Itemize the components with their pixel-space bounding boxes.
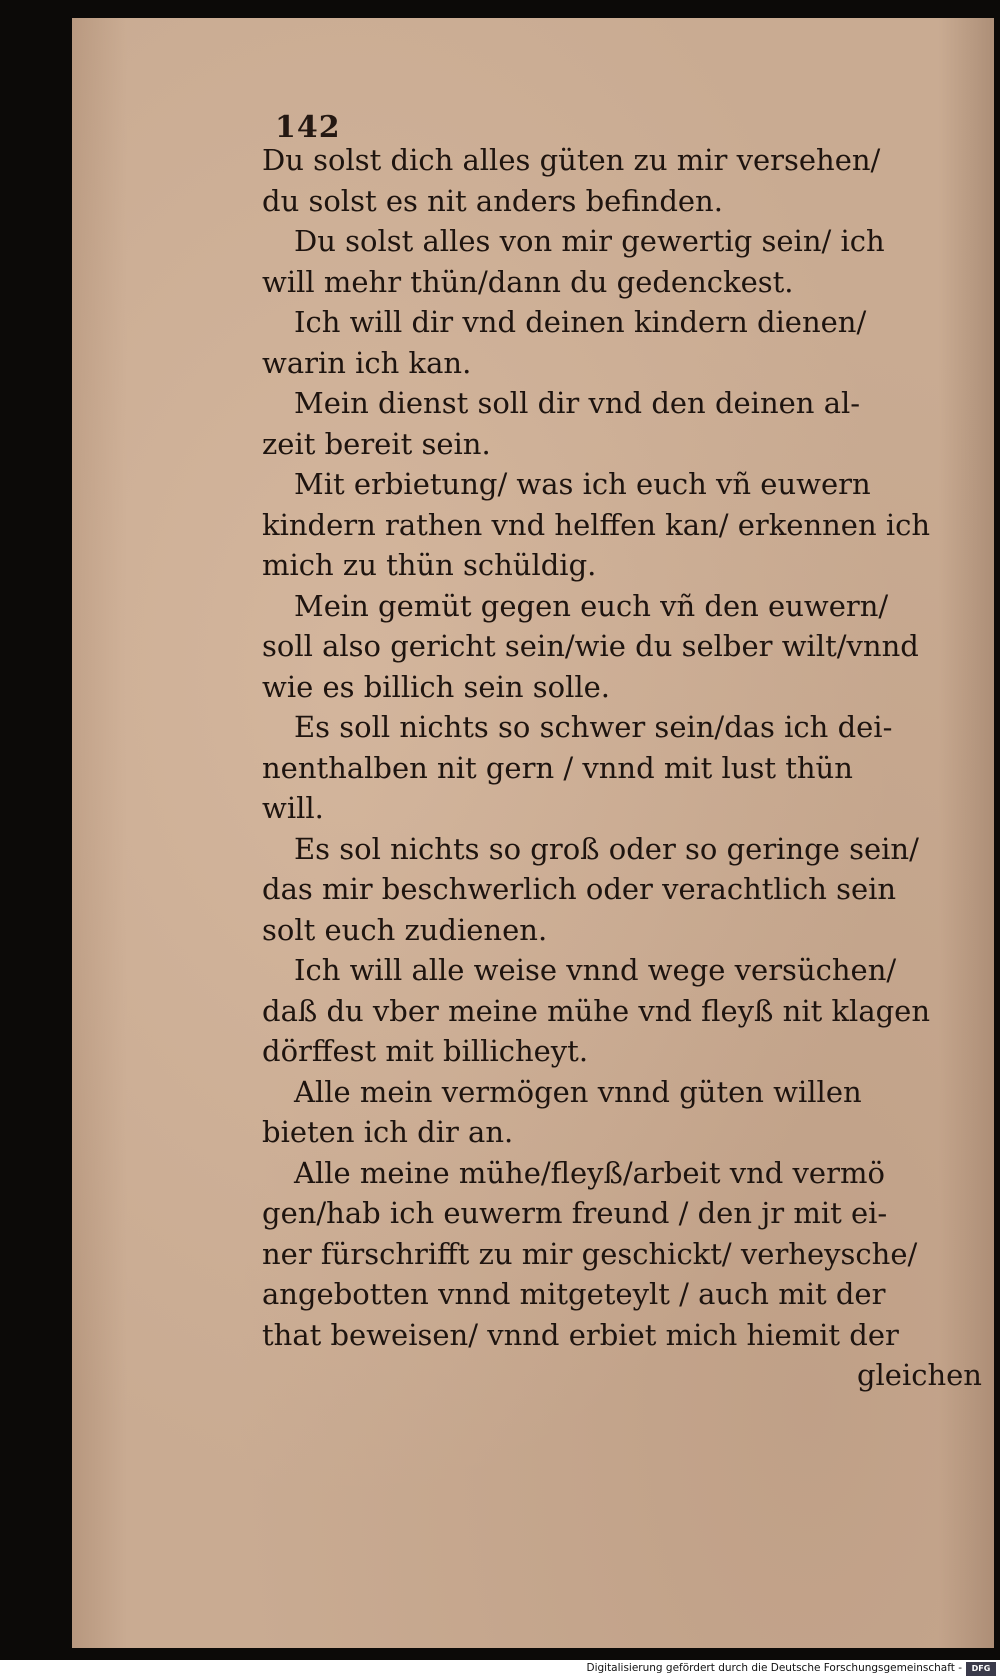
text-line: Du solst alles von mir gewertig sein/ ich	[294, 224, 885, 258]
text-line: kindern rathen vnd helffen kan/ erkennen ich	[262, 507, 931, 542]
text-line: Mein dienst soll dir vnd den deinen al-	[294, 386, 861, 420]
text-line: Alle meine mühe/fleyß/arbeit vnd vermö	[294, 1155, 885, 1190]
text-line: nenthalben nit gern / vnnd mit lust thün	[262, 750, 853, 785]
text-line: Mein gemüt gegen euch vñ den euwern/	[294, 588, 889, 623]
paragraph-2	[262, 221, 982, 302]
paragraph-9	[262, 950, 982, 1072]
paragraph-5	[262, 464, 982, 586]
page-text	[262, 140, 982, 1396]
text-line: solt euch zudienen.	[262, 912, 548, 947]
paragraph-4	[262, 383, 982, 464]
text-line: zeit bereit sein.	[262, 426, 491, 461]
text-line: dörffest mit billicheyt.	[262, 1034, 589, 1068]
text-line: angebotten vnnd mitgeteylt / auch mit der	[262, 1277, 886, 1311]
text-line: du solst es nit anders befinden.	[262, 183, 723, 218]
text-line: Ich will alle weise vnnd wege versüchen/	[294, 953, 897, 987]
text-line: bieten ich dir an.	[262, 1115, 514, 1149]
text-line: Ich will dir vnd deinen kindern dienen/	[294, 305, 867, 339]
paragraph-1	[262, 140, 982, 221]
page-number: 142	[275, 110, 341, 145]
funding-credit: Digitalisierung gefördert durch die Deutsche Forschungsgemeinschaft -	[586, 1662, 962, 1674]
text-line: will.	[262, 791, 324, 825]
text-line: Es sol nichts so groß oder so geringe sein/	[294, 831, 919, 866]
dfg-logo-icon: DFG	[966, 1662, 996, 1676]
text-line: will mehr thün/dann du gedenckest.	[262, 264, 794, 299]
text-line: Mit erbietung/ was ich euch vñ euwern	[294, 467, 871, 501]
paragraph-6	[262, 586, 982, 708]
text-line: wie es billich sein solle.	[262, 669, 611, 704]
text-line: Du solst dich alles güten zu mir versehen/	[262, 143, 881, 177]
paragraph-11	[262, 1153, 982, 1356]
text-line: Alle mein vermögen vnnd güten willen	[294, 1074, 862, 1109]
paragraph-3	[262, 302, 982, 383]
text-line: mich zu thün schüldig.	[262, 548, 597, 582]
text-line: das mir beschwerlich oder verachtlich sein	[262, 872, 897, 906]
catchword: gleichen	[856, 1358, 982, 1392]
paragraph-8	[262, 829, 982, 951]
paragraph-10	[262, 1072, 982, 1153]
text-line: that beweisen/ vnnd erbiet mich hiemit der	[262, 1317, 899, 1352]
text-line: soll also gericht sein/wie du selber wilt/vnnd	[262, 629, 919, 663]
digitization-footer	[0, 1660, 1000, 1679]
text-line: Es soll nichts so schwer sein/das ich dei-	[294, 710, 893, 744]
text-line: gen/hab ich euwerm freund / den jr mit ei-	[262, 1196, 888, 1230]
text-line: ner fürschrifft zu mir geschickt/ verheysche/	[262, 1236, 918, 1271]
text-line: daß du vber meine mühe vnd fleyß nit klagen	[262, 993, 931, 1028]
paragraph-7	[262, 707, 982, 829]
text-line: warin ich kan.	[262, 345, 472, 380]
